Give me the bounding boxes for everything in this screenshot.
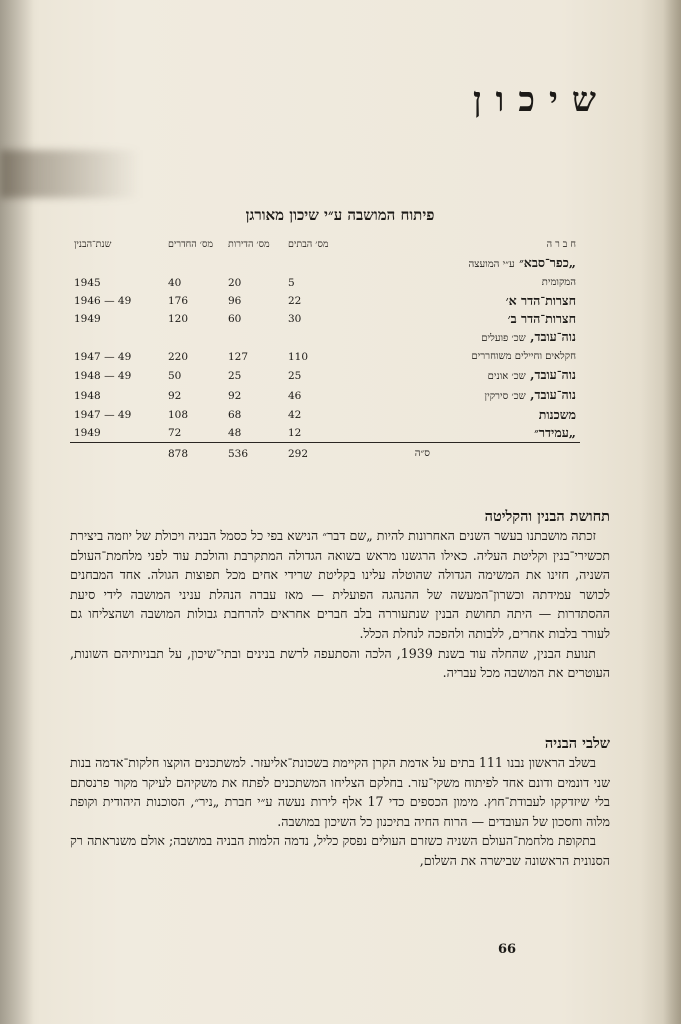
- company-note: ע״י המועצה: [468, 259, 515, 270]
- year-cell: 49 — 1947: [74, 351, 132, 363]
- apartments-cell: 25: [228, 370, 242, 382]
- company-name: נוה־עובד,: [530, 329, 576, 344]
- housing-table: [70, 236, 580, 463]
- rooms-cell: 108: [168, 409, 189, 421]
- year-cell: 49 — 1948: [74, 370, 132, 382]
- table-row: [70, 310, 580, 328]
- rooms-cell: 50: [168, 370, 182, 382]
- company-name: נוה־עובד,: [530, 387, 576, 402]
- company-note: שכ׳ אונים: [487, 371, 526, 382]
- paragraph: זכתה מושבתנו בעשר השנים האחרונות להיות „שם דבר״ הנישא בפי כל כסמל הבניה ויכולת של יוזמה ביצירת תכשירי־בנין וקליטת העליה. כאילו הרגשנו מראש בשואה הגדולה המתקרבת והולכת עוד לפני מלחמת־העולם השניה, חזינו את המשימה הגדולה שהוטלה עלינו בקליטת שרידי אחים מכל תפוצות הגולה. אחד המבחנים לכושר עמידתה וכשרון־המעשה של ההנהגה הפועלית — מאז עברה הנהלת עניני המושבה לידי סיעת ההסתדרות — היתה תחושת הבנין שנתעוררה בלב חברים אחראים להרחבת גבולות המושבה ושהצליחו גם לעורר בלבות אחרים, ללבותה ולהפכה לנחלת הכלל.: [70, 528, 610, 641]
- company-note: שכ׳ פועלים: [481, 333, 526, 344]
- table-title: פיתוח המושבה ע״י שיכון מאורגן: [245, 206, 435, 224]
- company-name: חצרות־הדר ב׳: [507, 311, 576, 326]
- apartments-cell: 68: [228, 409, 242, 421]
- year-cell: 1948: [74, 390, 101, 402]
- company-name: חצרות־הדר א׳: [505, 293, 576, 308]
- section-heading: תחושת הבנין והקליטה: [484, 508, 610, 525]
- paragraph: תנועת הבנין, שהחלה עוד בשנת 1939, הלכה והסתעפה לרשת בנינים ובתי־שיכון, על תבניותיהם השונות, העוטרים את המושבה מכל עבריה.: [70, 645, 610, 681]
- company-name: משכנות: [538, 407, 576, 422]
- table-total-row: [70, 443, 580, 464]
- total-houses: 292: [284, 443, 344, 464]
- total-apartments: 536: [224, 443, 284, 464]
- paragraph: בתקופת מלחמת־העולם השניה כשזרם העולים נפסק כליל, נדמה הלמות הבניה במושבה; אולם משנראתה רק הסנונית הראשונה שבישרה את השלום,: [70, 833, 610, 868]
- houses-cell: 30: [288, 313, 302, 325]
- year-cell: 1945: [74, 277, 101, 289]
- paragraph: בשלב הראשון נבנו 111 בתים על אדמת הקרן הקיימת בשכונת־אליעזר. למשתכנים הוקצו חלקות־אדמה בנות שני דונמים ודונם אחד לפיתוח משקי־עזר. בחלקם הצליחו המשתכנים לפתח את משקיהם לעיקר מקור פרנסתם בלי שיזדקקו לעבודת־חוץ. מימון הכספים כדי 17 אלף לירות נעשה ע״י חברת „ניר״, הסוכנות היהודית וקופת מלוה וחסכון של העובדים — הרוח החיה בתיכנון כל השיכון במושבה.: [70, 755, 610, 829]
- year-cell: 49 — 1947: [74, 409, 132, 421]
- rooms-cell: 176: [168, 295, 189, 307]
- company-name: „כפר־סבא״: [519, 255, 576, 270]
- rooms-cell: 120: [168, 313, 189, 325]
- page-number: 66: [498, 942, 517, 957]
- rooms-cell: 92: [168, 390, 182, 402]
- section-heading: שלבי הבניה: [544, 735, 610, 752]
- table-row: [70, 424, 580, 443]
- header-apartments: מס׳ הדירות: [228, 239, 270, 250]
- header-rooms: מס׳ החדרים: [168, 239, 213, 250]
- document-page: [70, 0, 610, 1024]
- year-cell: 1949: [74, 427, 101, 439]
- apartments-cell: 60: [228, 313, 242, 325]
- company-note: שכ׳ סירקין: [484, 391, 526, 402]
- section-building-stages: [70, 735, 610, 871]
- header-company: ח ב ר ה: [546, 239, 576, 250]
- houses-cell: 5: [288, 277, 295, 289]
- table-header-row: [70, 236, 580, 254]
- houses-cell: 12: [288, 427, 302, 439]
- header-year: שנת־הבנין: [74, 239, 112, 250]
- table-row: [70, 406, 580, 424]
- houses-cell: 25: [288, 370, 302, 382]
- apartments-cell: 127: [228, 351, 249, 363]
- year-cell: 1949: [74, 313, 101, 325]
- table-row: [70, 274, 580, 292]
- table-row: [70, 292, 580, 310]
- section-absorption: [70, 508, 610, 683]
- apartments-cell: 92: [228, 390, 242, 402]
- total-label: ס״ה: [344, 443, 580, 464]
- page-edge: [663, 0, 681, 1024]
- houses-cell: 22: [288, 295, 302, 307]
- section-title: שיכון: [473, 80, 610, 120]
- apartments-cell: 48: [228, 427, 242, 439]
- houses-cell: 46: [288, 390, 302, 402]
- company-name: נוה־עובד,: [530, 367, 576, 382]
- houses-cell: 110: [288, 351, 309, 363]
- houses-cell: 42: [288, 409, 302, 421]
- company-subline: המקומית: [541, 277, 576, 288]
- header-houses: מס׳ הבתים: [288, 239, 329, 250]
- rooms-cell: 220: [168, 351, 189, 363]
- total-rooms: 878: [164, 443, 224, 464]
- rooms-cell: 40: [168, 277, 182, 289]
- table-row: [70, 386, 580, 406]
- company-name: „עמידר״: [534, 425, 576, 440]
- apartments-cell: 20: [228, 277, 242, 289]
- company-subline: חקלאים וחיילים משוחררים: [471, 351, 576, 362]
- apartments-cell: 96: [228, 295, 242, 307]
- year-cell: 49 — 1946: [74, 295, 132, 307]
- table-row: [70, 254, 580, 274]
- table-row: [70, 366, 580, 386]
- rooms-cell: 72: [168, 427, 182, 439]
- table-row: [70, 328, 580, 348]
- table-row: [70, 348, 580, 366]
